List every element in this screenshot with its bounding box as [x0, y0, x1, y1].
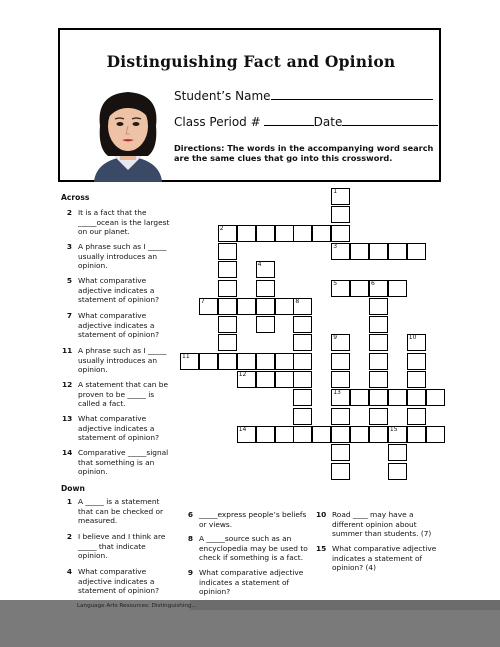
across-clue-number: 14 — [62, 448, 73, 457]
across-clue-text: adjective indicates a — [78, 285, 155, 295]
crossword-cell[interactable] — [312, 426, 331, 443]
across-clue-text: What comparative — [78, 311, 147, 320]
across-clue-text: opinion. — [78, 467, 108, 477]
crossword-cell[interactable] — [331, 280, 350, 297]
crossword-cell[interactable] — [237, 426, 256, 443]
down-clue-text: Road ____ may have a — [332, 510, 414, 519]
crossword-cell[interactable] — [275, 353, 294, 370]
across-clue-text: that something is an — [78, 457, 155, 467]
footer-text: Language Arts Resources: Distinguishing... — [77, 603, 197, 609]
class-period-label: Class Period # — [174, 115, 261, 129]
crossword-cell[interactable] — [312, 225, 331, 242]
across-clue-text: opinion. — [78, 365, 108, 375]
crossword-cell[interactable] — [218, 280, 237, 297]
crossword-cell[interactable] — [407, 408, 426, 425]
crossword-cell[interactable] — [331, 426, 350, 443]
across-clue-text: adjective indicates a — [78, 320, 155, 330]
crossword-cell-number: 3 — [333, 242, 338, 250]
crossword-cell[interactable] — [369, 316, 388, 333]
crossword-cell[interactable] — [218, 225, 237, 242]
crossword-cell[interactable] — [369, 408, 388, 425]
crossword-cell[interactable] — [388, 463, 407, 480]
down-clue-text: or views. — [199, 519, 233, 529]
down-clue-text: _____express people’s beliefs — [199, 510, 307, 519]
down-clue-text: What comparative adjective — [332, 544, 437, 553]
crossword-cell[interactable] — [407, 243, 426, 260]
across-clue-number: 11 — [62, 346, 73, 355]
across-clue-text: usually introduces an — [78, 251, 158, 261]
date-label: Date — [313, 115, 343, 129]
crossword-cell[interactable] — [369, 353, 388, 370]
across-clue-number: 3 — [66, 242, 72, 251]
across-clue-number: 12 — [62, 380, 73, 389]
down-clue-number: 1 — [66, 497, 72, 506]
crossword-cell[interactable] — [256, 225, 275, 242]
crossword-cell[interactable] — [275, 298, 294, 315]
crossword-cell[interactable] — [293, 408, 312, 425]
across-clue-number: 5 — [66, 276, 72, 285]
crossword-cell[interactable] — [426, 426, 445, 443]
down-clue-number: 9 — [187, 568, 193, 577]
crossword-cell[interactable] — [407, 353, 426, 370]
crossword-cell[interactable] — [275, 371, 294, 388]
crossword-cell[interactable] — [331, 389, 350, 406]
down-clue-text: check if something is a fact. — [199, 553, 304, 563]
crossword-cell-number: 12 — [238, 371, 247, 378]
across-clue-text: What comparative — [78, 414, 147, 423]
crossword-cell[interactable] — [293, 334, 312, 351]
across-clue-text: statement of opinion? — [78, 295, 160, 305]
down-clue-text: statement of opinion? — [78, 586, 160, 596]
worksheet-header — [58, 28, 441, 182]
crossword-cell[interactable] — [331, 408, 350, 425]
down-clue-number: 10 — [316, 510, 327, 519]
student-avatar — [84, 86, 172, 182]
across-clue-text: A phrase such as I _____ — [78, 242, 167, 251]
crossword-cell[interactable] — [293, 225, 312, 242]
down-clue-text: What comparative adjective — [199, 568, 304, 577]
crossword-cell-number: 5 — [333, 279, 338, 287]
crossword-cell[interactable] — [256, 261, 275, 278]
crossword-cell[interactable] — [237, 298, 256, 315]
worksheet-title: Distinguishing Fact and Opinion — [106, 52, 396, 71]
across-clue-text: usually introduces an — [78, 355, 158, 365]
across-clue-text: called a fact. — [78, 399, 126, 409]
crossword-cell[interactable] — [407, 371, 426, 388]
crossword-cell[interactable] — [293, 316, 312, 333]
crossword-cell[interactable] — [199, 353, 218, 370]
crossword-cell[interactable] — [199, 298, 218, 315]
down-clue-text: encyclopedia may be used to — [199, 543, 308, 553]
crossword-cell[interactable] — [331, 206, 350, 223]
across-clue-number: 7 — [66, 311, 72, 320]
crossword-cell[interactable] — [275, 225, 294, 242]
crossword-cell[interactable] — [369, 389, 388, 406]
crossword-cell[interactable] — [331, 243, 350, 260]
crossword-cell[interactable] — [331, 334, 350, 351]
across-clue-text: adjective indicates a — [78, 423, 155, 433]
crossword-cell[interactable] — [331, 444, 350, 461]
down-clue-number: 8 — [187, 534, 193, 543]
crossword-cell[interactable] — [369, 334, 388, 351]
down-clue-text: What comparative — [78, 567, 147, 576]
crossword-cell[interactable] — [256, 426, 275, 443]
bottom-bar-shade — [190, 600, 500, 610]
across-clue-text: A phrase such as I _____ — [78, 346, 167, 355]
crossword-cell[interactable] — [256, 371, 275, 388]
crossword-cell-number: 13 — [333, 389, 341, 397]
crossword-cell[interactable] — [218, 316, 237, 333]
crossword-cell[interactable] — [369, 298, 388, 315]
crossword-cell[interactable] — [388, 280, 407, 297]
down-clue-text: indicates a statement of — [199, 577, 290, 587]
crossword-cell[interactable] — [293, 371, 312, 388]
down-heading: Down — [61, 484, 85, 493]
crossword-cell[interactable] — [218, 261, 237, 278]
crossword-cell[interactable] — [218, 243, 237, 260]
student-name-line[interactable] — [271, 88, 433, 100]
crossword-cell[interactable] — [256, 298, 275, 315]
across-clue-text: on our planet. — [78, 227, 130, 237]
down-clue-text: summer than students. (7) — [332, 529, 432, 539]
crossword-cell[interactable] — [426, 389, 445, 406]
across-clue-text: proven to be _____ is — [78, 389, 155, 399]
crossword-cell-number: 1 — [333, 188, 338, 195]
crossword-cell[interactable] — [331, 188, 350, 205]
crossword-cell[interactable] — [388, 389, 407, 406]
down-clue-text: different opinion about — [332, 519, 417, 529]
crossword-cell-number: 4 — [257, 261, 262, 269]
class-period-field — [174, 114, 438, 129]
crossword-cell-number: 14 — [238, 425, 247, 433]
crossword-cell[interactable] — [237, 353, 256, 370]
crossword-cell[interactable] — [293, 389, 312, 406]
down-clue-text: opinion? (4) — [332, 563, 376, 573]
down-clue-text: A _____source such as an — [199, 534, 292, 543]
across-heading: Across — [61, 193, 90, 202]
crossword-cell[interactable] — [369, 280, 388, 297]
down-clue-text: A _____ is a statement — [78, 497, 160, 506]
crossword-cell[interactable] — [388, 243, 407, 260]
student-name-field — [174, 88, 433, 103]
across-clue-text: A statement that can be — [78, 380, 169, 389]
crossword-cell[interactable] — [369, 243, 388, 260]
crossword-cell[interactable] — [331, 463, 350, 480]
crossword-cell-number: 9 — [333, 334, 338, 342]
crossword-cell[interactable] — [293, 298, 312, 315]
crossword-cell[interactable] — [237, 225, 256, 242]
crossword-cell[interactable] — [256, 280, 275, 297]
crossword-cell[interactable] — [218, 334, 237, 351]
down-clue-text: that can be checked or — [78, 506, 164, 516]
class-period-line[interactable] — [264, 114, 314, 126]
date-line[interactable] — [342, 114, 438, 126]
down-clue-text: opinion. — [78, 551, 108, 561]
across-clue-number: 13 — [62, 414, 73, 423]
down-clue-text: measured. — [78, 516, 118, 526]
down-clue-number: 15 — [316, 544, 327, 553]
crossword-cell-number: 6 — [371, 279, 375, 287]
crossword-cell[interactable] — [407, 426, 426, 443]
crossword-cell[interactable] — [369, 426, 388, 443]
crossword-cell[interactable] — [350, 426, 369, 443]
crossword-cell[interactable] — [237, 371, 256, 388]
across-clue-text: statement of opinion? — [78, 330, 160, 340]
crossword-cell-number: 15 — [389, 425, 398, 433]
crossword-cell-number: 7 — [200, 297, 205, 305]
down-clue-text: indicates a statement of — [332, 553, 423, 563]
across-clue-text: opinion. — [78, 261, 108, 271]
crossword-cell[interactable] — [331, 225, 350, 242]
across-clue-text: statement of opinion? — [78, 433, 160, 443]
down-clue-text: _____ that indicate — [78, 541, 146, 551]
down-clue-number: 6 — [187, 510, 193, 519]
student-name-label: Student’s Name — [174, 89, 271, 103]
crossword-cell[interactable] — [331, 371, 350, 388]
crossword-cell-number: 8 — [295, 297, 300, 305]
crossword-cell[interactable] — [256, 316, 275, 333]
crossword-cell[interactable] — [331, 353, 350, 370]
crossword-cell[interactable] — [275, 426, 294, 443]
crossword-cell[interactable] — [293, 426, 312, 443]
crossword-cell[interactable] — [350, 243, 369, 260]
crossword-cell[interactable] — [350, 280, 369, 297]
crossword-cell[interactable] — [388, 444, 407, 461]
crossword-cell-number: 11 — [182, 352, 190, 360]
down-clue-text: I believe and I think are — [78, 532, 166, 541]
across-clue-text: It is a fact that the — [78, 208, 147, 217]
across-clue-text: _____ocean is the largest — [78, 217, 170, 227]
crossword-cell[interactable] — [350, 389, 369, 406]
crossword-cell[interactable] — [407, 334, 426, 351]
crossword-cell[interactable] — [256, 353, 275, 370]
crossword-cell[interactable] — [388, 426, 407, 443]
crossword-cell-number: 10 — [408, 334, 417, 342]
crossword-cell[interactable] — [293, 353, 312, 370]
down-clue-text: opinion? — [199, 587, 231, 597]
crossword-cell[interactable] — [218, 298, 237, 315]
crossword-cell[interactable] — [369, 371, 388, 388]
directions-text: Directions: The words in the accompanying word search are the same clues that go into this crossword. — [174, 143, 434, 163]
crossword-cell[interactable] — [180, 353, 199, 370]
across-clue-text: What comparative — [78, 276, 147, 285]
crossword-cell[interactable] — [407, 389, 426, 406]
across-clue-text: Comparative _____signal — [78, 448, 169, 457]
down-clue-number: 2 — [66, 532, 72, 541]
down-clue-number: 4 — [66, 567, 72, 576]
crossword-cell[interactable] — [218, 353, 237, 370]
down-clue-text: adjective indicates a — [78, 576, 155, 586]
across-clue-number: 2 — [66, 208, 72, 217]
crossword-cell-number: 2 — [219, 224, 224, 232]
